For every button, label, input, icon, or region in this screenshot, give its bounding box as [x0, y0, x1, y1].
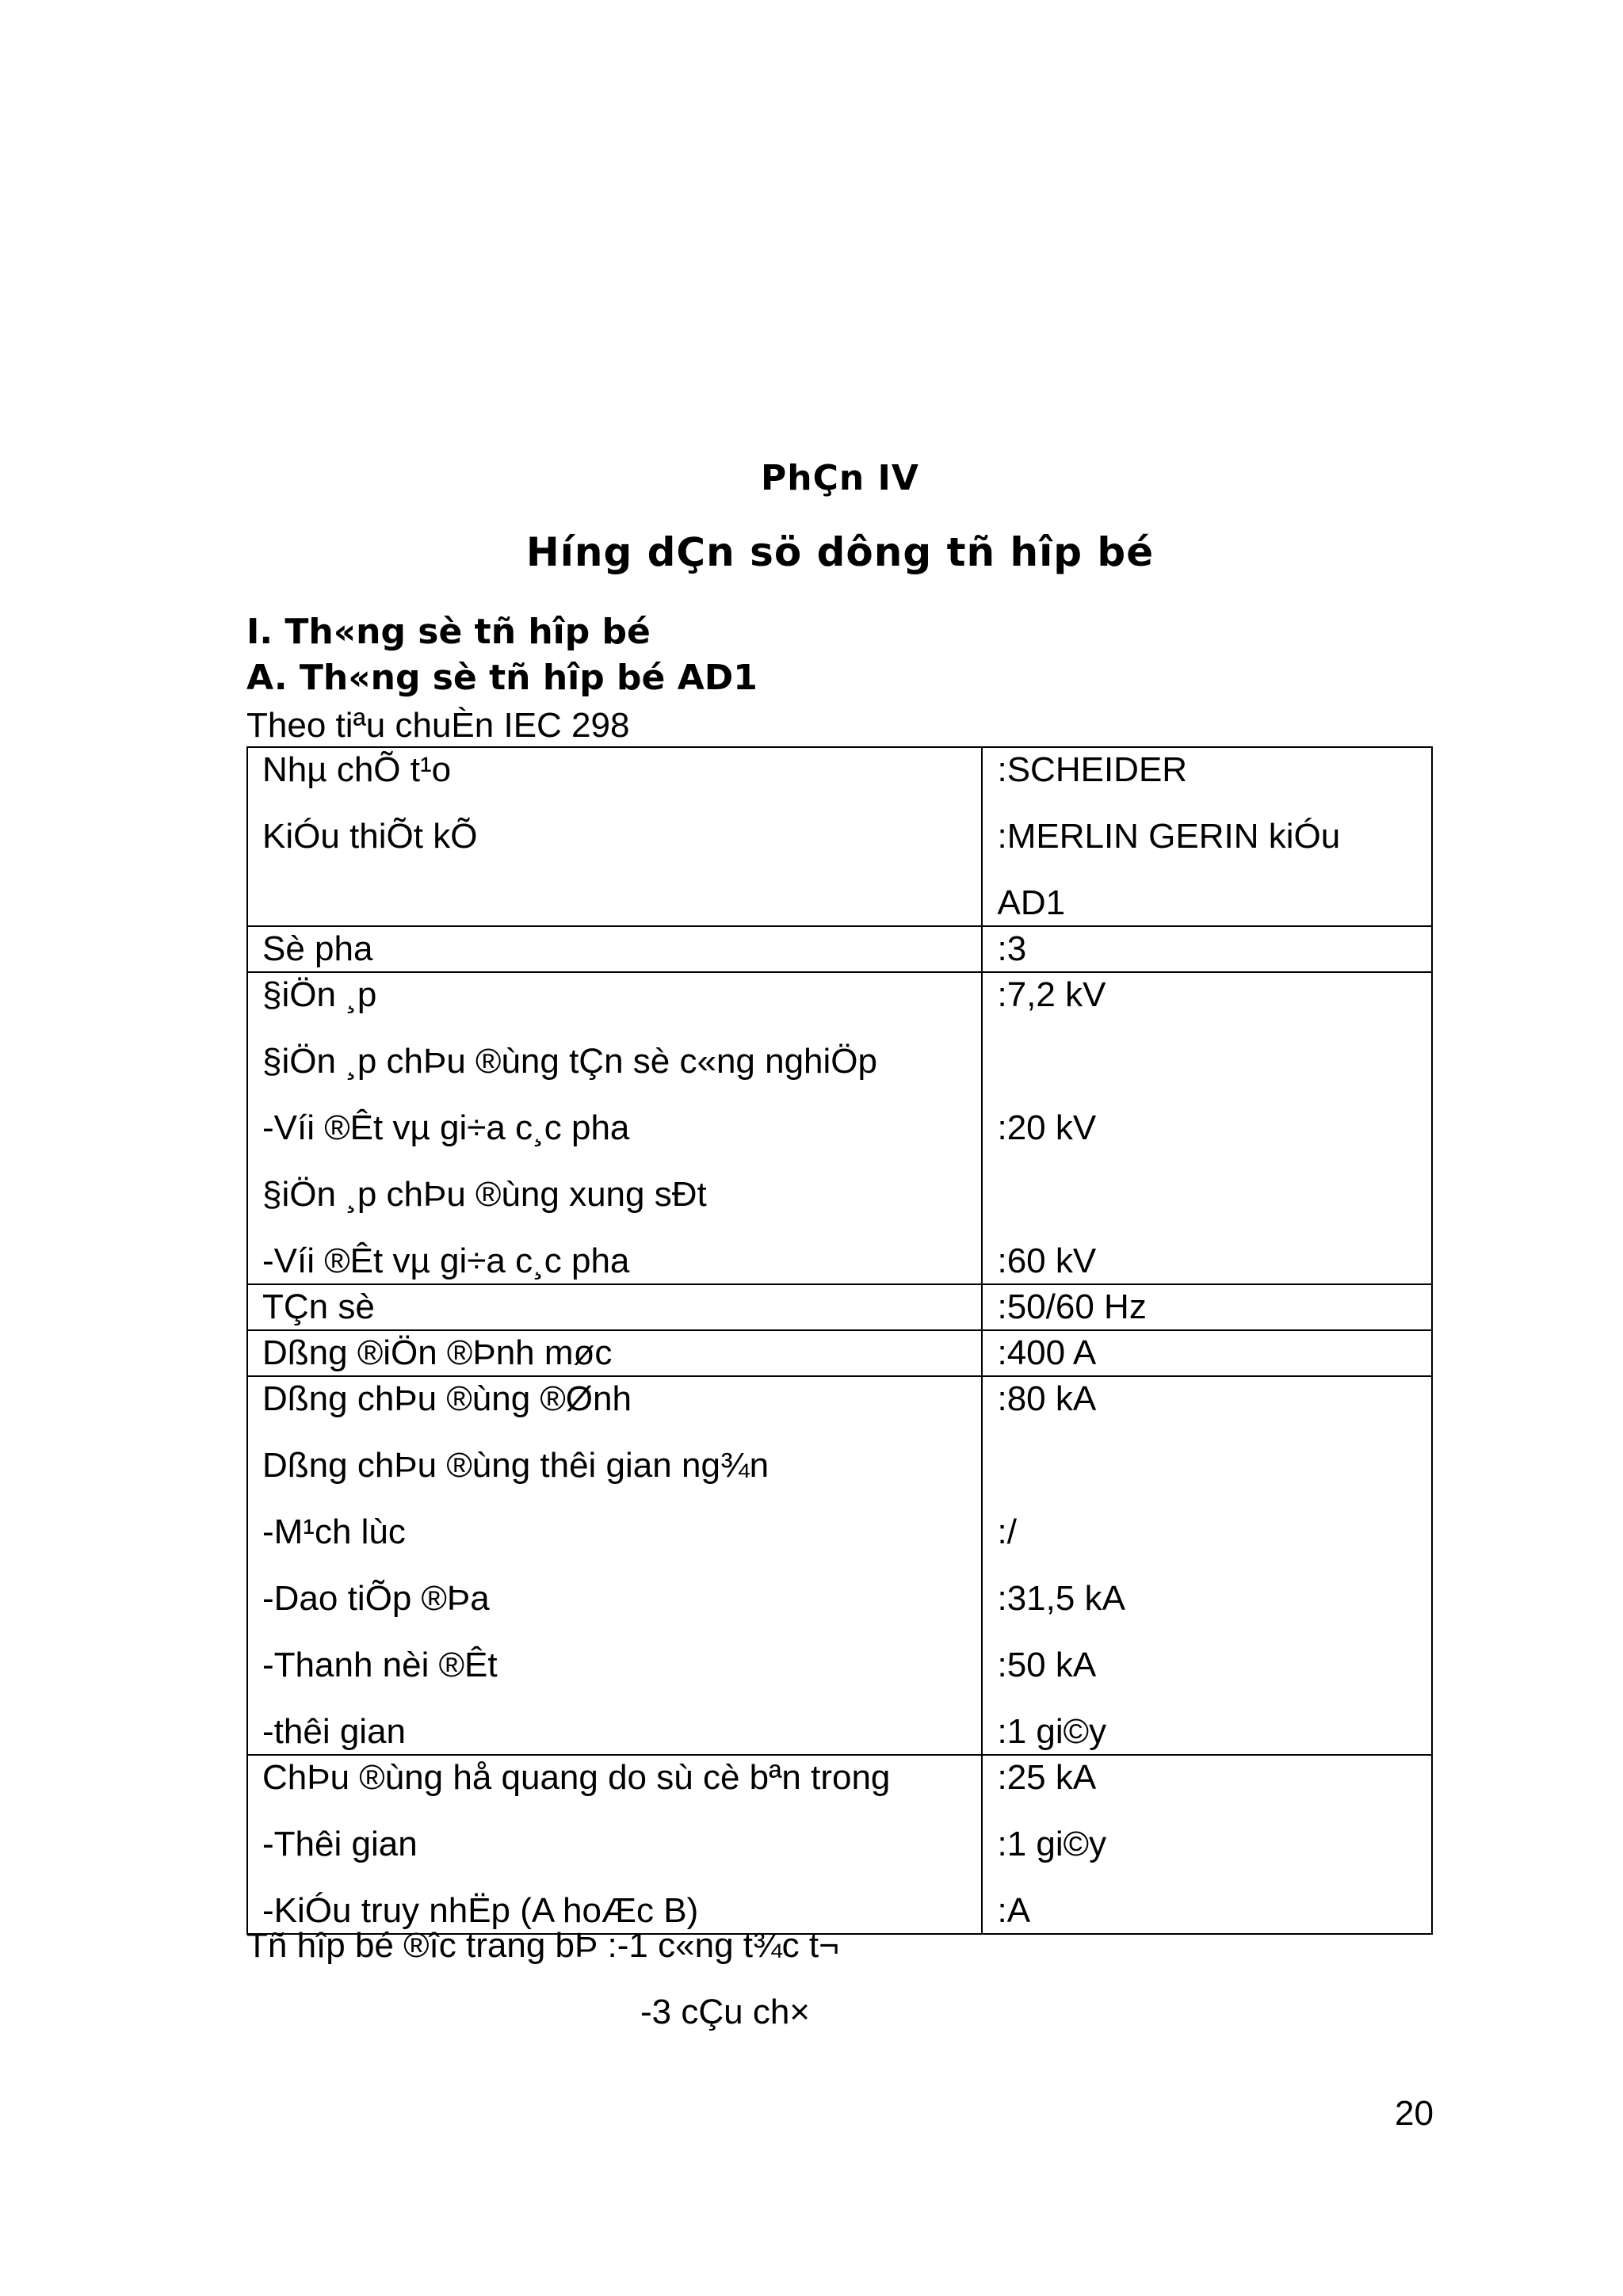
cell-line: :A	[997, 1891, 1031, 1930]
cell-line: :3	[997, 929, 1027, 968]
table-cell-value	[982, 1376, 1432, 1755]
cell-line: -Thanh nèi ®Êt	[262, 1646, 498, 1684]
cell-line	[997, 1039, 1431, 1084]
table-row	[247, 1330, 1432, 1376]
table-cell-value	[982, 972, 1432, 1284]
part-title: PhÇn IV	[761, 458, 919, 498]
cell-line: Dßng chÞu ®ùng thêi gian ng¾n	[262, 1446, 769, 1485]
page-number: 20	[1395, 2094, 1434, 2133]
cell-line: -Thêi gian	[262, 1825, 418, 1863]
cell-line	[997, 1444, 1431, 1488]
equipment-note: Tñ hîp bé ®îc trang bÞ :-1 c«ng t¾c t¬	[246, 1926, 839, 1965]
cell-line: ChÞu ®ùng hå quang do sù cè bªn trong	[262, 1758, 891, 1797]
section-heading: I. Th«ng sè tñ hîp bé	[246, 612, 651, 652]
main-title: Híng dÇn sö dông tñ hîp bé	[525, 529, 1155, 575]
table-cell-value	[982, 1755, 1432, 1934]
cell-line: KiÓu thiÕt kÕ	[262, 817, 478, 856]
table-cell-label	[247, 1330, 982, 1376]
table-cell-label	[247, 926, 982, 972]
table-cell-value	[982, 1284, 1432, 1330]
cell-line: :20 kV	[997, 1108, 1097, 1147]
specs-table	[246, 746, 1433, 1935]
table-cell-value	[982, 926, 1432, 972]
intro-text: Theo tiªu chuÈn IEC 298	[246, 706, 630, 745]
table-cell-label	[247, 1755, 982, 1934]
cell-line: :/	[997, 1512, 1017, 1551]
cell-line: :1 gi©y	[997, 1825, 1107, 1863]
table-row	[247, 1284, 1432, 1330]
table-row	[247, 972, 1432, 1284]
cell-line: Sè pha	[262, 929, 373, 968]
cell-line: §iÖn ¸p	[262, 975, 377, 1014]
table-cell-label	[247, 1376, 982, 1755]
table-cell-value	[982, 747, 1432, 926]
cell-line: §iÖn ¸p chÞu ®ùng tÇn sè c«ng nghiÖp	[262, 1042, 877, 1081]
table-row	[247, 1376, 1432, 1755]
cell-line: §iÖn ¸p chÞu ®ùng xung sÐt	[262, 1175, 707, 1214]
table-cell-label	[247, 1284, 982, 1330]
cell-line: :80 kA	[997, 1379, 1097, 1418]
cell-line: Dßng chÞu ®ùng ®Ønh	[262, 1379, 632, 1418]
cell-line: :50/60 Hz	[997, 1287, 1147, 1326]
cell-line: :60 kV	[997, 1241, 1097, 1280]
cell-line: -KiÓu truy nhËp (A hoÆc B)	[262, 1891, 699, 1930]
cell-line: -Víi ®Êt vµ gi÷a c¸c pha	[262, 1108, 630, 1147]
table-row	[247, 747, 1432, 926]
equipment-note-continued: -3 cÇu ch×	[640, 1993, 810, 2031]
cell-line: :50 kA	[997, 1646, 1097, 1684]
cell-line: -Víi ®Êt vµ gi÷a c¸c pha	[262, 1241, 630, 1280]
cell-line: Nhµ chÕ t¹o	[262, 750, 452, 789]
cell-line: -M¹ch lùc	[262, 1512, 406, 1551]
cell-line: :1 gi©y	[997, 1712, 1107, 1751]
cell-line: AD1	[997, 883, 1066, 922]
cell-line	[997, 1173, 1431, 1217]
cell-line: -thêi gian	[262, 1712, 407, 1751]
subsection-heading: A. Th«ng sè tñ hîp bé AD1	[246, 658, 758, 698]
cell-line: :SCHEIDER	[997, 750, 1188, 789]
cell-line: :7,2 kV	[997, 975, 1106, 1014]
cell-line: Dßng ®iÖn ®Þnh møc	[262, 1333, 613, 1372]
cell-line: TÇn sè	[262, 1287, 375, 1326]
table-row	[247, 1755, 1432, 1934]
cell-line: -Dao tiÕp ®Þa	[262, 1579, 490, 1618]
table-cell-value	[982, 1330, 1432, 1376]
table-row	[247, 926, 1432, 972]
table-cell-label	[247, 747, 982, 926]
cell-line: :25 kA	[997, 1758, 1097, 1797]
cell-line: :400 A	[997, 1333, 1097, 1372]
table-cell-label	[247, 972, 982, 1284]
cell-line: :31,5 kA	[997, 1579, 1125, 1618]
cell-line: :MERLIN GERIN kiÓu	[997, 817, 1341, 856]
